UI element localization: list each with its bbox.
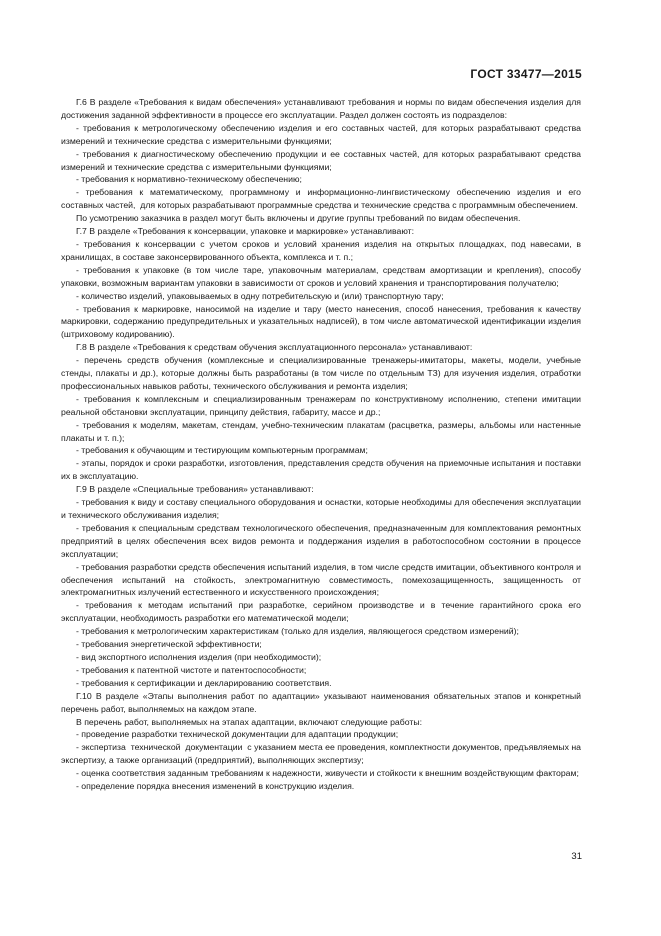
document-body [61,96,584,793]
list-item: - требования к диагностическому обеспечению продукции и ее составных частей, для которых разрабатывают средства измерений и технические средства с измерительными функциями; [61,148,584,172]
paragraph-g7-intro: Г.7 В разделе «Требования к консервации, упаковке и маркировке» устанавливают: [76,226,415,237]
list-item: - требования к сертификации и декларированию соответствия. [76,677,332,688]
list-item: - требования к моделям, макетам, стендам, учебно-техническим плакатам (расцветка, размеры, альбомы или настенные плакаты и т. п.); [61,419,584,443]
list-item: - требования к специальным средствам технологического обеспечения, предназначенным для комплектования ремонтных предприятий в целях обеспечения всех видов ремонта и поддержания изделия в работоспособном состоянии в процессе эксплуатации; [61,522,584,559]
paragraph-g6-intro: Г.6 В разделе «Требования к видам обеспечения» устанавливают требования и нормы по видам обеспечения изделия для достижения заданной эффективности в процессе его эксплуатации. Раздел должен состоять из подразделов: [61,97,584,120]
list-item: - проведение разработки технической документации для адаптации продукции; [76,729,399,740]
list-item: - требования разработки средств обеспечения испытаний изделия, в том числе средств имитации, объективного контроля и обеспечения испытаний на стойкость, электромагнитную совместимость, помехозащищенность, защищенность от электромагнитных излучений естественного и искусственного происхождения; [61,561,584,598]
list-item: - требования к маркировке, наносимой на изделие и тару (место нанесения, способ нанесения, требования к качеству маркировки, содержанию предупредительных и указательных надписей), в том числе автоматической идентификации изделия (штриховому кодированию). [61,303,584,340]
paragraph-g10-intro: Г.10 В разделе «Этапы выполнения работ по адаптации» указывают наименования обязательных этапов и конкретный перечень работ, выполняемых на каждом этапе. [61,690,584,714]
paragraph: В перечень работ, выполняемых на этапах адаптации, включают следующие работы: [76,716,422,727]
list-item: - этапы, порядок и сроки разработки, изготовления, представления средств обучения на приемочные испытания и поставки их в эксплуатацию. [61,458,584,482]
list-item: - экспертиза технической документации с указанием места ее проведения, комплектности документов, предъявляемых на экспертизу, а также организаций (предприятий), выполняющих экспертизу; [61,742,584,766]
paragraph-g9-intro: Г.9 В разделе «Специальные требования» устанавливают: [76,484,314,495]
document-header: ГОСТ 33477—2015 [470,67,582,81]
list-item: - требования к метрологическим характеристикам (только для изделия, являющегося средством измерений); [76,626,519,637]
paragraph-g8-intro: Г.8 В разделе «Требования к средствам обучения эксплуатационного персонала» устанавливают: [76,342,473,353]
paragraph: По усмотрению заказчика в раздел могут быть включены и другие группы требований по видам обеспечения. [76,213,521,224]
list-item: - требования к консервации с учетом сроков и условий хранения изделия на открытых площадках, под навесами, в хранилищах, в составе законсервированного объекта, комплекса и т. п.; [61,238,584,262]
list-item: - требования к методам испытаний при разработке, серийном производстве и в течение гарантийного срока его эксплуатации, необходимость разработки его математической модели; [61,600,584,624]
list-item: - требования к патентной чистоте и патентоспособности; [76,664,307,675]
list-item: - перечень средств обучения (комплексные и специализированные тренажеры-имитаторы, макеты, модели, учебные стенды, плакаты и др.), которые должны быть разработаны (в том числе по отдельным ТЗ) для изучения изделия, отработки профессиональных навыков работы, технического обслуживания и ремонта изделия; [61,355,584,391]
page-number: 31 [571,851,582,862]
list-item: - количество изделий, упаковываемых в одну потребительскую и (или) транспортную тару; [76,290,444,301]
list-item: - требования энергетической эффективности; [76,639,262,650]
list-item: - оценка соответствия заданным требованиям к надежности, живучести и стойкости к внешним воздействующим факторам; [76,768,579,779]
list-item: - вид экспортного исполнения изделия (при необходимости); [76,651,322,662]
list-item: - требования к упаковке (в том числе таре, упаковочным материалам, средствам амортизации и крепления), способу упаковки, возможным вариантам упаковки в зависимости от сроков и условий хранения и транспортирования получателю; [61,264,584,288]
list-item: - требования к математическому, программному и информационно-лингвистическому обеспечению изделия и его составных частей, для которых разрабатывают программные средства и технические средства с программным обеспечением. [61,187,584,211]
list-item: - требования к нормативно-техническому обеспечению; [76,174,302,185]
list-item: - требования к обучающим и тестирующим компьютерным программам; [76,445,368,456]
list-item: - требования к комплексным и специализированным тренажерам по конструктивному исполнению, степени имитации реальной обстановки эксплуатации, принципу действия, габариту, массе и др.; [61,393,584,417]
list-item: - требования к метрологическому обеспечению изделия и его составных частей, для которых разрабатывают средства измерений и технические средства с измерительными функциями; [61,122,584,146]
list-item: - определение порядка внесения изменений в конструкцию изделия. [76,781,355,792]
list-item: - требования к виду и составу специального оборудования и оснастки, которые необходимы для обеспечения эксплуатации и технического обслуживания изделия; [61,497,584,520]
